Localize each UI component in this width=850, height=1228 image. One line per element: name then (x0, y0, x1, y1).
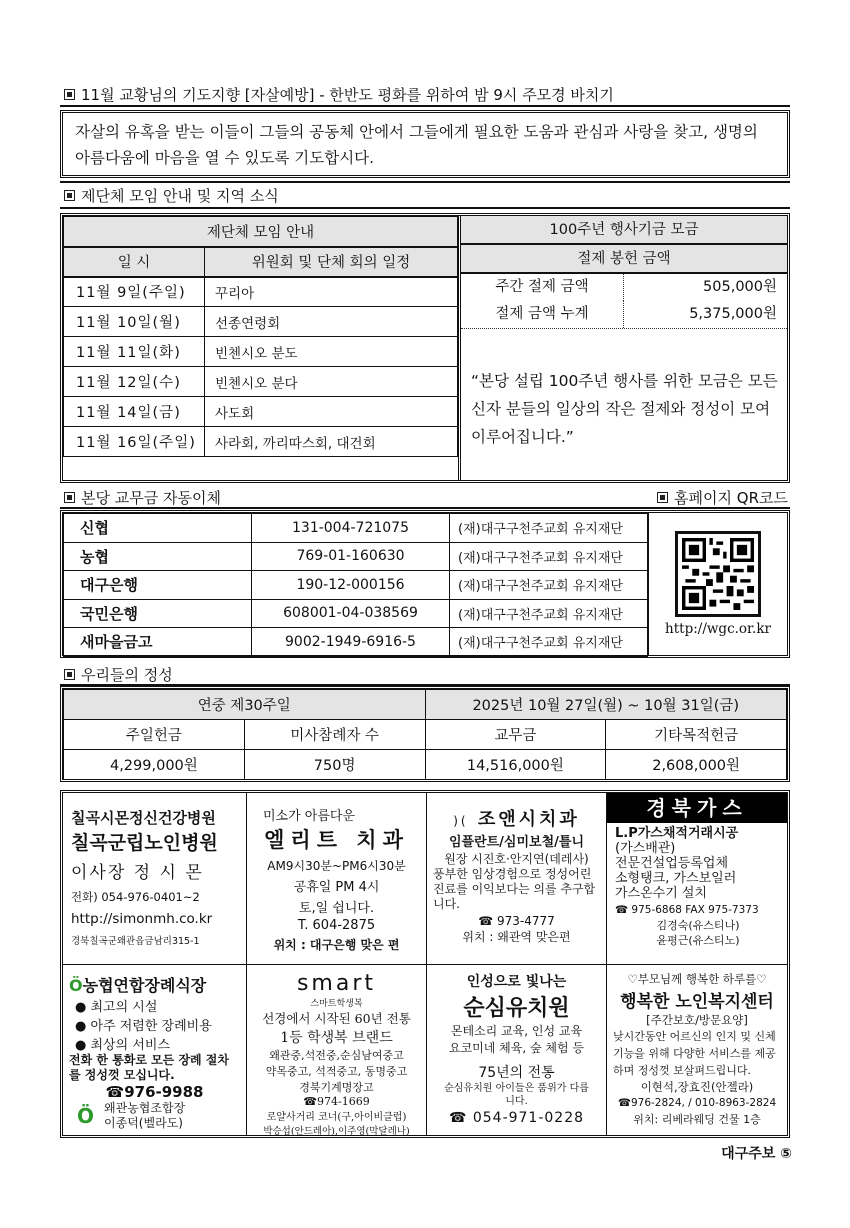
homepage-link[interactable]: http://wgc.or.kr (665, 621, 771, 637)
bank-heading: 본당 교무금 자동이체 (64, 487, 221, 508)
table-row: 11월 12일(수) 빈첸시오 분다 (64, 367, 458, 397)
table-row: 11월 14일(금) 사도회 (64, 397, 458, 427)
ads-grid (60, 790, 790, 1138)
table-row: 11월 16일(주일) 사라회, 까리따스회, 대건회 (64, 427, 458, 457)
offering-week: 연중 제30주일 (64, 690, 426, 720)
offering-period: 2025년 10월 27일(월) ~ 10월 31일(금) (425, 690, 787, 720)
centennial-fund (461, 216, 787, 480)
ad-funeral-hall: Ö농협연합장례식장 ● 최고의 시설 ● 아주 저렴한 장례비용 ● 최상의 서비스 전화 한 통화로 모든 장례 절차를 정성껏 모십니다. ☎976-9988 Ö 왜관농협조합장 이종덕(벨라도) (63, 965, 247, 1135)
ad-welfare-center: ♡부모님께 행복한 하루를♡ 행복한 노인복지센터 [주간보호/방문요양] 낮시간동안 어르신의 인지 및 신체기능을 위해 다양한 서비스를 제공하며 정성껏 보살펴드립니다. 이현석,장효진(안젤라) ☎976-2824, / 010-8963-2824 위치: 리베라웨딩 건물 1층 (613, 972, 777, 1126)
table-row: 4,299,000원 750명 14,516,000원 2,608,000원 (64, 750, 787, 780)
nonghyup-logo-icon: Ö (77, 1104, 95, 1128)
tooth-logo-icon: )( (453, 814, 469, 828)
group-meetings-title: 제단체 모임 안내 (64, 217, 458, 247)
table-row: 국민은행 608001-04-038569 (재)대구구천주교회 유지재단 (64, 599, 648, 628)
col-date-header: 일 시 (64, 247, 205, 277)
table-row: 11월 10일(월) 선종연령회 (64, 307, 458, 337)
qr-code-icon[interactable] (675, 531, 761, 617)
table-row: 농협 769-01-160630 (재)대구구천주교회 유지재단 (64, 542, 648, 571)
fund-subtitle: 절제 봉헌 금액 (461, 245, 787, 274)
group-meetings (63, 216, 461, 480)
offering-panel (60, 686, 790, 782)
table-row: 새마을금고 9002-1949-6916-5 (재)대구구천주교회 유지재단 (64, 628, 648, 657)
prayer-text: 자살의 유혹을 받는 이들이 그들의 공동체 안에서 그들에게 필요한 도움과 관심과 사랑을 찾고, 생명의 아름다움에 마음을 열 수 있도록 기도합시다. (75, 123, 758, 167)
group-meetings-table (63, 216, 458, 457)
offering-table (63, 689, 787, 780)
nonghyup-logo-icon: Ö (69, 976, 83, 995)
ad-hospital: 칠곡시몬정신건강병원 칠곡군립노인병원 이사장 정 시 몬 전화) 054-976-0401~2 http://simonmh.co.kr 경북칠곡군왜관읍금남리315-1 (63, 793, 247, 965)
table-row: 신협 131-004-721075 (재)대구구천주교회 유지재단 (64, 514, 648, 543)
table-row: 대구은행 190-12-000156 (재)대구구천주교회 유지재단 (64, 571, 648, 600)
smart-logo: smart (296, 971, 377, 996)
table-row: 11월 11일(화) 빈첸시오 분도 (64, 337, 458, 367)
table-row: 11월 9일(주일) 꾸리아 (64, 277, 458, 307)
ad-cho-dental: )( 조앤시치과 임플란트/심미보철/틀니 원장 시진호·안지연(데레사) 풍부한 임상경험으로 정성어린 진료를 이익보다는 의를 추구합니다. ☎ 973-4777 위치 : 왜관역 맞은편 (427, 793, 607, 965)
offering-heading: 우리들의 정성 (64, 664, 173, 685)
total-amount-row: 절제 금액 누계 5,375,000원 (461, 301, 787, 328)
divider (60, 181, 790, 183)
square-bullet-icon (64, 89, 75, 100)
qr-heading: 홈페이지 QR코드 (657, 487, 788, 508)
ad-smart-uniform: smart 스마트학생복 선경에서 시작된 60년 전통 1등 학생복 브랜드 왜관중,석전중,순심남여중고 약목중고, 석적중고, 동명중고 경북기계명장고 ☎974-1669 로얄사거리 코너(구,아이비클럽) 박승섭(안드레아),이주영(막달레나) (247, 965, 427, 1135)
divider (60, 507, 790, 509)
divider (60, 105, 790, 107)
weekly-amount-row: 주간 절제 금액 505,000원 (461, 274, 787, 301)
col-event-header: 위원회 및 단체 회의 일정 (205, 247, 458, 277)
groups-heading: 제단체 모임 안내 및 지역 소식 (64, 185, 279, 206)
ad-gyeongbuk-gas: 경북가스 L.P가스채적거래시공 (가스배관) 전문건설업등록업체 소형탱크, 가스보일러 가스온수기 설치 ☎ 975-6868 FAX 975-7373 김경숙(유스티나) 윤평근(유스티노) (607, 793, 787, 965)
prayer-text-box (60, 110, 790, 178)
groups-and-fund-panel (60, 213, 790, 483)
divider (60, 207, 790, 209)
square-bullet-icon (657, 492, 668, 503)
ad-elite-dental: 미소가 아름다운 엘리트 치과 AM9시30분~PM6시30분 공휴일 PM 4시 토,일 쉽니다. T. 604-2875 위치 : 대구은행 맞은 편 (247, 793, 427, 965)
fund-quote: “본당 설립 100주년 행사를 위한 모금은 모든 신자 분들의 일상의 작은 절제와 정성이 모여 이루어집니다.” (471, 372, 778, 446)
page-footer: 대구주보 ⑤ (721, 1146, 792, 1162)
bank-transfer-panel (60, 510, 790, 658)
ad-kindergarten: 인성으로 빛나는 순심유치원 몬테소리 교육, 인성 교육 요코미네 체육, 숲 체험 등 75년의 전통 순심유치원 아이들은 품위가 다릅니다. ☎ 054-971-0228 (427, 965, 607, 1135)
fund-title: 100주년 행사기금 모금 (461, 216, 787, 245)
table-header-row: 주일헌금 미사참례자 수 교무금 기타목적헌금 (64, 720, 787, 750)
qr-block (648, 513, 787, 655)
prayer-heading: 11월 교황님의 기도지향 [자살예방] - 한반도 평화를 위하여 밤 9시 주모경 바치기 (64, 84, 614, 105)
bank-table (63, 513, 648, 657)
square-bullet-icon (64, 492, 75, 503)
square-bullet-icon (64, 669, 75, 680)
square-bullet-icon (64, 190, 75, 201)
